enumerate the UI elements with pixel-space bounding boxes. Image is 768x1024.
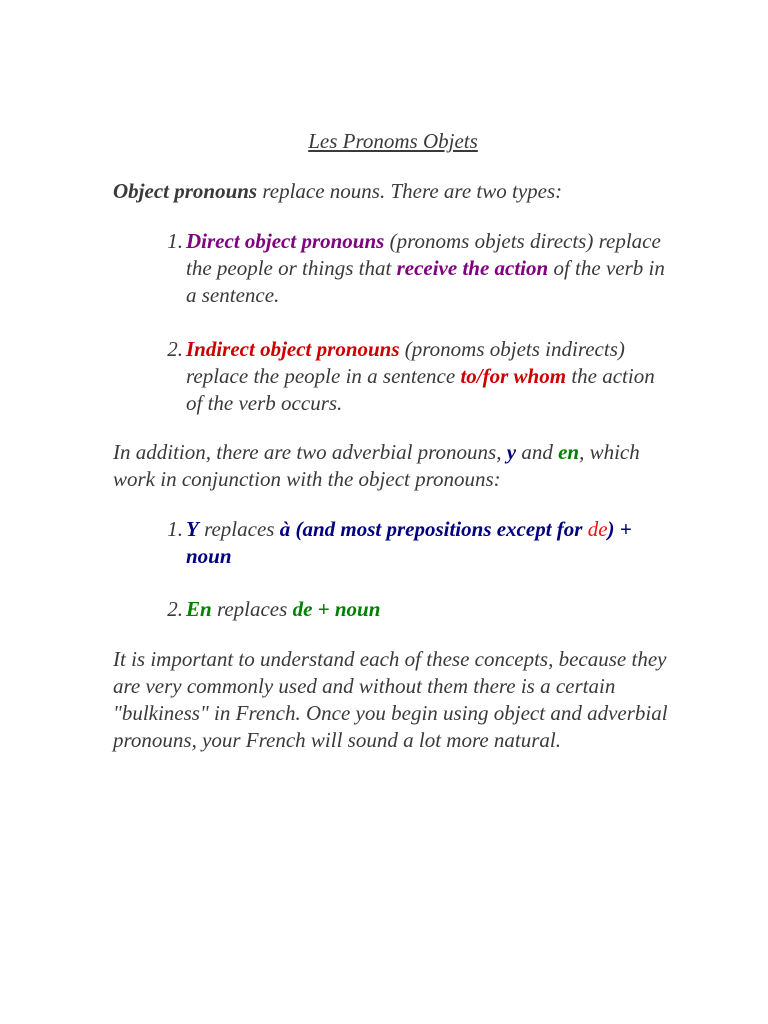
en-rule: de + noun xyxy=(292,597,381,621)
list-number: 2. xyxy=(167,337,183,361)
direct-object-highlight: receive the action xyxy=(396,256,549,280)
direct-object-text-b: of the verb in a sentence. xyxy=(186,256,665,307)
list-item-y xyxy=(167,516,676,570)
indirect-object-text-b: the action of the verb occurs. xyxy=(186,364,655,415)
list-number: 1. xyxy=(167,517,183,541)
list-item-en xyxy=(167,596,676,623)
y-rule-a: à (and most prepositions except for xyxy=(279,517,588,541)
indirect-object-term: Indirect object pronouns xyxy=(186,337,400,361)
intro-paragraph xyxy=(113,178,673,205)
direct-object-term: Direct object pronouns xyxy=(186,229,385,253)
list-number: 1. xyxy=(167,229,183,253)
pronoun-en: en xyxy=(558,440,580,464)
addition-and: and xyxy=(516,440,559,464)
list-item-direct-object xyxy=(167,228,676,309)
indirect-object-highlight: to/for whom xyxy=(460,364,567,388)
indirect-object-text-a: (pronoms objets indirects) replace the people in a sentence xyxy=(186,337,625,388)
list-item-indirect-object xyxy=(167,336,676,417)
y-rule-de: de xyxy=(587,517,608,541)
y-verb: replaces xyxy=(198,517,280,541)
addition-text-a: In addition, there are two adverbial pronouns, xyxy=(113,440,507,464)
pronoun-y: y xyxy=(506,440,517,464)
addition-paragraph xyxy=(113,439,673,493)
direct-object-text-a: (pronoms objets directs) replace the people or things that xyxy=(186,229,661,280)
page-title: Les Pronoms Objets xyxy=(308,129,478,153)
en-term: En xyxy=(186,597,212,621)
en-verb: replaces xyxy=(211,597,293,621)
intro-text: replace nouns. There are two types: xyxy=(257,179,563,203)
closing-paragraph: It is important to understand each of these concepts, because they are very commonly used and without them there is a certain "bulkiness" in French. Once you begin using object and adverbial pronouns, your French will sound a lot more natural. xyxy=(113,647,668,752)
addition-text-b: , which work in conjunction with the object pronouns: xyxy=(113,440,640,491)
intro-term: Object pronouns xyxy=(113,179,258,203)
y-term: Y xyxy=(186,517,199,541)
y-rule-b: ) + noun xyxy=(186,517,632,568)
list-number: 2. xyxy=(167,597,183,621)
